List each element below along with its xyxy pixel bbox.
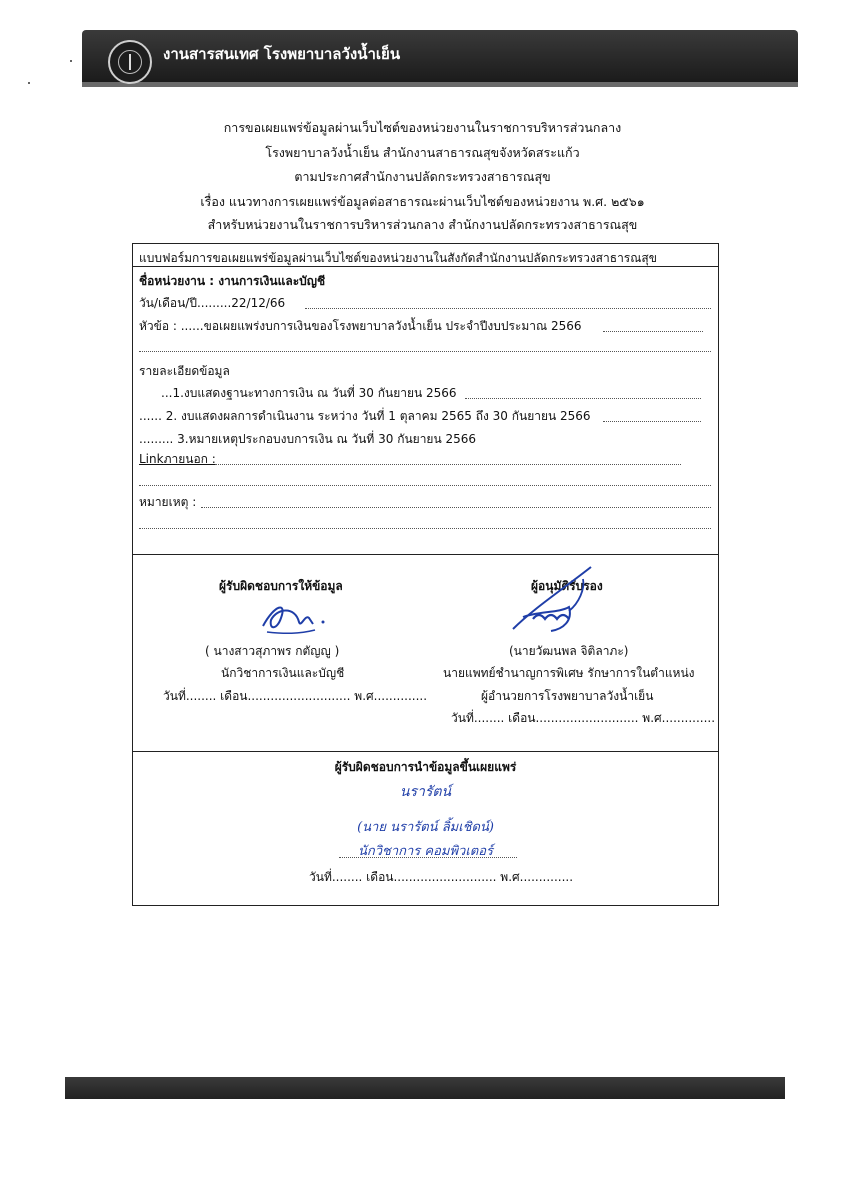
- scan-speck: [28, 82, 30, 84]
- approver-name: (นายวัฒนพล จิติลาภะ): [509, 644, 629, 658]
- approver-position-2: ผู้อำนวยการโรงพยาบาลวังน้ำเย็น: [481, 689, 654, 703]
- provider-heading: ผู้รับผิดชอบการให้ข้อมูล: [219, 579, 343, 593]
- provider-position: นักวิชาการเงินและบัญชี: [221, 666, 345, 680]
- publisher-heading: ผู้รับผิดชอบการนำข้อมูลขึ้นเผยแพร่: [334, 760, 517, 774]
- form-divider: [133, 751, 718, 752]
- publisher-signature: นรารัตน์: [399, 784, 452, 800]
- detail-item-2: ...... 2. งบแสดงผลการดำเนินงาน ระหว่าง วันที่ 1 ตุลาคม 2565 ถึง 30 กันยายน 2566: [139, 409, 591, 423]
- form-heading: แบบฟอร์มการขอเผยแพร่ข้อมูลผ่านเว็บไซต์ของหน่วยงานในสังกัดสำนักงานปลัดกระทรวงสาธารณสุข: [139, 251, 657, 265]
- provider-name: ( นางสาวสุภาพร กตัญญู ): [205, 644, 340, 658]
- external-link-label: Linkภายนอก :: [139, 452, 216, 466]
- subject-dotted-line: [603, 330, 703, 332]
- approver-position: นายแพทย์ชำนาญการพิเศษ รักษาการในตำแหน่ง: [443, 666, 695, 680]
- form-divider: [133, 266, 718, 267]
- approver-signature: [503, 559, 603, 649]
- note-dotted-line-2: [139, 527, 711, 529]
- doc-title-line-4: เรื่อง แนวทางการเผยแพร่ข้อมูลต่อสาธารณะผ่านเว็บไซต์ของหน่วยงาน พ.ศ. ๒๕๖๑: [200, 194, 645, 209]
- provider-date: วันที่........ เดือน........................... พ.ศ..............: [163, 689, 428, 703]
- date-field: วัน/เดือน/ปี.........22/12/66: [139, 296, 286, 310]
- subject-field: หัวข้อ : ......ขอเผยแพร่งบการเงินของโรงพยาบาลวังน้ำเย็น ประจำปีงบประมาณ 2566: [139, 319, 582, 333]
- publisher-position-handwritten: นักวิชาการ คอมพิวเตอร์: [357, 844, 494, 859]
- scan-speck: [70, 60, 72, 62]
- doc-title-line-1: การขอเผยแพร่ข้อมูลผ่านเว็บไซต์ของหน่วยงานในราชการบริหารส่วนกลาง: [223, 120, 622, 135]
- approver-date: วันที่........ เดือน........................... พ.ศ..............: [451, 711, 716, 725]
- publisher-dotted-line: [339, 856, 517, 858]
- detail-item-1-dots: [465, 397, 701, 399]
- publisher-name-handwritten: (นาย นรารัตน์ ลิ้มเชิดน์): [357, 820, 494, 835]
- ministry-of-public-health-seal-icon: [108, 40, 152, 84]
- request-form: [132, 243, 719, 906]
- provider-signature: [255, 594, 335, 639]
- header-title: งานสารสนเทศ โรงพยาบาลวังน้ำเย็น: [163, 45, 401, 63]
- external-link-dotted-line: [215, 463, 681, 465]
- date-dotted-line: [305, 307, 711, 309]
- details-label: รายละเอียดข้อมูล: [139, 364, 230, 378]
- doc-title-line-3: ตามประกาศสำนักงานปลัดกระทรวงสาธารณสุข: [294, 169, 551, 184]
- header-bar-accent: [82, 82, 798, 87]
- detail-item-3: ......... 3.หมายเหตุประกอบงบการเงิน ณ วันที่ 30 กันยายน 2566: [139, 432, 477, 446]
- footer-bar: [65, 1077, 785, 1099]
- note-dotted-line: [201, 506, 711, 508]
- detail-item-2-dots: [603, 420, 701, 422]
- subject-dotted-line-2: [139, 350, 711, 352]
- doc-title-line-2: โรงพยาบาลวังน้ำเย็น สำนักงานสาธารณสุขจังหวัดสระแก้ว: [265, 145, 580, 160]
- note-label: หมายเหตุ :: [139, 495, 197, 509]
- detail-item-1: ...1.งบแสดงฐานะทางการเงิน ณ วันที่ 30 กันยายน 2566: [161, 386, 457, 400]
- unit-field: ชื่อหน่วยงาน : งานการเงินและบัญชี: [139, 274, 326, 288]
- approver-heading: ผู้อนุมัติรับรอง: [531, 579, 603, 593]
- form-divider: [133, 554, 718, 555]
- publisher-date: วันที่........ เดือน........................... พ.ศ..............: [309, 870, 574, 884]
- external-link-dotted-line-2: [139, 484, 711, 486]
- doc-title-line-5: สำหรับหน่วยงานในราชการบริหารส่วนกลาง สำนักงานปลัดกระทรวงสาธารณสุข: [207, 217, 638, 232]
